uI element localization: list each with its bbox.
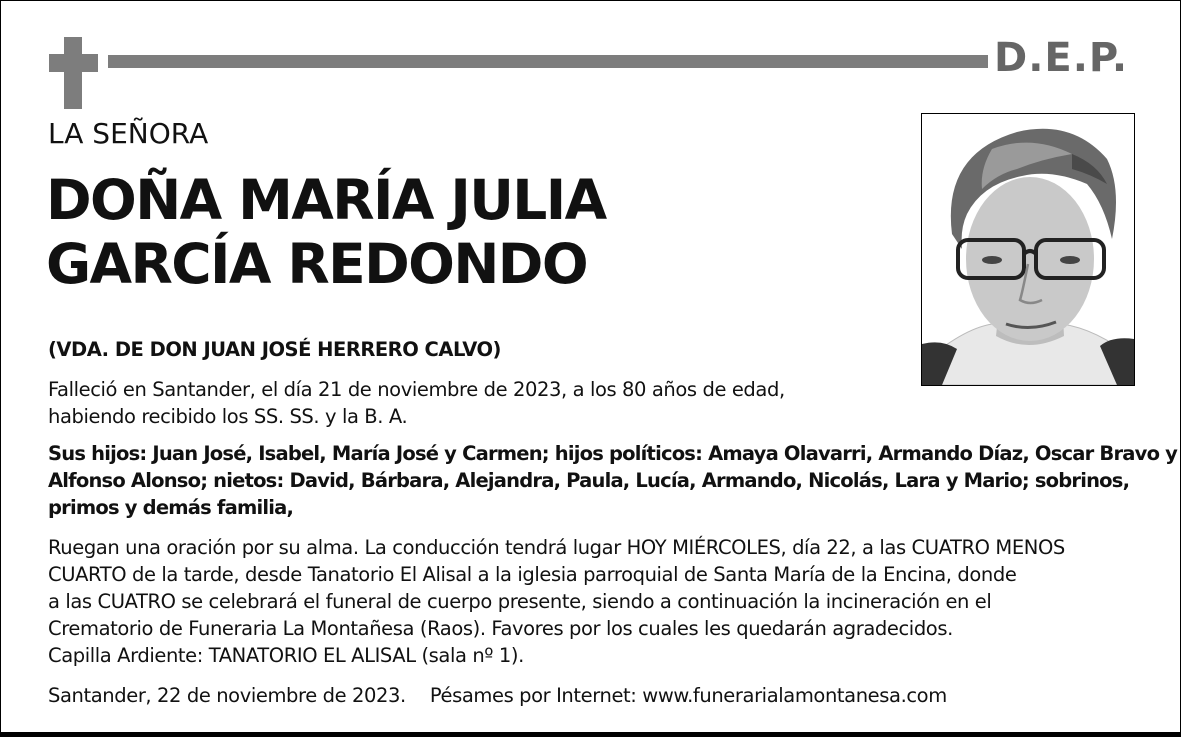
dep-label: D.E.P.: [994, 35, 1129, 81]
deceased-name: [46, 168, 606, 296]
ceremony-paragraph: [48, 534, 1065, 669]
family-paragraph: [48, 440, 1177, 521]
header-rule: [108, 55, 988, 68]
family-line: Sus hijos: Juan José, Isabel, María José y Carmen; hijos políticos: Amaya Olavarri, Armando Díaz, Oscar Bravo y: [48, 442, 1178, 465]
ceremony-line: CUARTO de la tarde, desde Tanatorio El Alisal a la iglesia parroquial de Santa María de la Encina, donde: [48, 563, 1017, 586]
ceremony-line: Crematorio de Funeraria La Montañesa (Raos). Favores por los cuales les quedarán agradecidos.: [48, 617, 953, 640]
ceremony-line: Capilla Ardiente: TANATORIO EL ALISAL (sala nº 1).: [48, 644, 524, 667]
footer-web: Pésames por Internet: www.funerarialamontanesa.com: [429, 684, 947, 707]
honorific-prefix: LA SEÑORA: [48, 117, 209, 150]
ceremony-line: a las CUATRO se celebrará el funeral de cuerpo presente, siendo a continuación la incineración en el: [48, 590, 992, 613]
family-line: Alfonso Alonso; nietos: David, Bárbara, Alejandra, Paula, Lucía, Armando, Nicolás, Lara y Mario; sobrinos,: [48, 469, 1130, 492]
deceased-name-line-2: GARCÍA REDONDO: [46, 232, 587, 296]
cross-icon-horizontal: [49, 54, 98, 72]
death-line: Falleció en Santander, el día 21 de noviembre de 2023, a los 80 años de edad,: [48, 378, 785, 401]
portrait-photo-icon: [922, 114, 1134, 385]
ceremony-line: Ruegan una oración por su alma. La conducción tendrá lugar HOY MIÉRCOLES, día 22, a las CUATRO MENOS: [48, 536, 1065, 559]
death-paragraph: [48, 376, 785, 430]
deceased-name-line-1: DOÑA MARÍA JULIA: [46, 168, 606, 232]
widow-of-line: (VDA. DE DON JUAN JOSÉ HERRERO CALVO): [48, 338, 501, 361]
portrait-photo: [921, 113, 1135, 386]
cross-icon-vertical: [64, 37, 82, 109]
footer-date: Santander, 22 de noviembre de 2023.: [48, 684, 406, 707]
footer-line: [48, 682, 947, 709]
family-line: primos y demás familia,: [48, 496, 294, 519]
death-line: habiendo recibido los SS. SS. y la B. A.: [48, 405, 408, 428]
